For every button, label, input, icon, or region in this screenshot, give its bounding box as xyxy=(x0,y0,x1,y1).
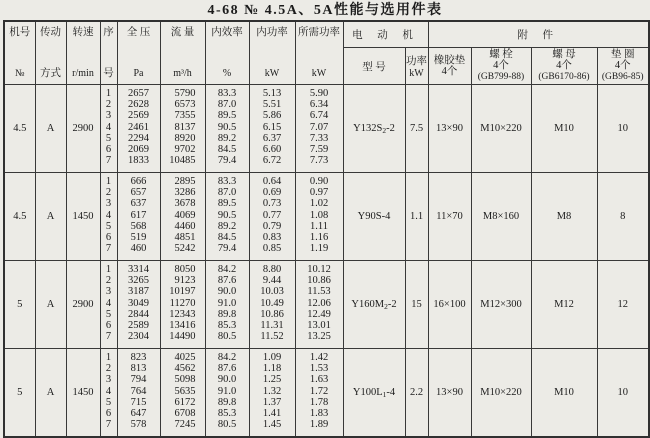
efficiency-value: 90.0 xyxy=(217,286,237,298)
seq-value: 5 xyxy=(105,396,112,408)
cell-bolt: M12×300 xyxy=(471,261,531,349)
header-machine-no-label: 机号 xyxy=(9,27,31,38)
header-washer-qty: 4个 xyxy=(614,60,631,72)
efficiency-value: 89.8 xyxy=(217,308,237,320)
required-power-value: 1.63 xyxy=(309,374,329,386)
table-row-group-2 xyxy=(4,173,649,261)
seq-value: 2 xyxy=(105,187,112,199)
cell-bolt: M10×220 xyxy=(471,85,531,173)
pressure-value: 3265 xyxy=(128,275,149,287)
header-accessories-group: 附 件 xyxy=(428,21,649,48)
seq-value: 4 xyxy=(105,385,112,397)
efficiency-value: 87.0 xyxy=(217,187,237,199)
pressure-value: 519 xyxy=(130,231,147,243)
pressure-value: 2628 xyxy=(128,99,149,111)
pressure-value: 578 xyxy=(130,419,147,431)
header-washer-label: 垫 圈 xyxy=(610,48,635,60)
internal-power-value: 1.09 xyxy=(262,352,282,363)
internal-power-value: 1.41 xyxy=(262,407,282,419)
flow-value: 5098 xyxy=(174,374,196,386)
required-power-value: 13.25 xyxy=(307,331,331,343)
cell-machine-no: 4.5 xyxy=(4,173,35,261)
header-speed-label: 转速 xyxy=(72,27,94,38)
efficiency-value: 89.8 xyxy=(217,396,237,408)
seq-value: 5 xyxy=(105,308,112,320)
cell-rubber-pad: 16×100 xyxy=(428,261,471,349)
efficiency-value: 84.2 xyxy=(217,352,237,363)
performance-selection-table xyxy=(3,20,650,438)
header-flow-unit: m³/h xyxy=(173,68,192,79)
cell-pressure-list xyxy=(117,173,160,261)
internal-power-value: 0.77 xyxy=(262,209,282,221)
internal-power-value: 10.86 xyxy=(260,308,284,320)
header-pressure xyxy=(117,21,160,85)
internal-power-value: 5.86 xyxy=(262,110,282,122)
cell-motor-model: $Y132S_2-2$ xyxy=(343,85,405,173)
cell-internal-power-list xyxy=(249,349,295,438)
cell-speed: 1450 xyxy=(66,349,100,438)
header-seq-unit: 号 xyxy=(103,68,114,79)
internal-power-value: 8.80 xyxy=(262,264,282,275)
pressure-value: 2294 xyxy=(128,132,149,144)
cell-flow-list xyxy=(160,173,205,261)
seq-value: 6 xyxy=(105,143,112,155)
cell-required-power-list xyxy=(295,173,343,261)
table-row-group-1 xyxy=(4,85,649,173)
cell-pressure-list xyxy=(117,261,160,349)
efficiency-value: 90.0 xyxy=(217,374,237,386)
required-power-value: 1.53 xyxy=(309,363,329,375)
header-machine-no xyxy=(4,21,35,85)
header-bolt-qty: 4个 xyxy=(493,60,509,72)
header-speed-unit: r/min xyxy=(72,68,94,79)
header-washer xyxy=(597,48,649,85)
cell-pressure-list xyxy=(117,85,160,173)
seq-value: 3 xyxy=(105,198,112,210)
required-power-value: 7.73 xyxy=(309,155,329,167)
page-title: 4-68 № 4.5A、5A性能与选用件表 xyxy=(207,3,443,18)
cell-efficiency-list xyxy=(205,349,249,438)
header-pressure-label: 全 压 xyxy=(126,27,151,38)
header-motor-power-unit: kW xyxy=(409,68,424,79)
cell-speed: 2900 xyxy=(66,85,100,173)
required-power-value: 0.97 xyxy=(309,187,329,199)
header-efficiency-unit: % xyxy=(222,68,232,79)
required-power-value: 0.90 xyxy=(309,176,329,187)
internal-power-value: 1.45 xyxy=(262,419,282,431)
efficiency-value: 87.0 xyxy=(217,99,237,111)
required-power-value: 1.72 xyxy=(309,385,329,397)
header-rubber-pad-label: 橡胶垫 xyxy=(433,54,466,66)
seq-value: 2 xyxy=(105,363,112,375)
header-efficiency-label: 内效率 xyxy=(211,27,243,38)
flow-value: 4851 xyxy=(174,231,196,243)
efficiency-value: 89.5 xyxy=(217,110,237,122)
flow-value: 7245 xyxy=(174,419,196,431)
pressure-value: 617 xyxy=(130,209,147,221)
required-power-value: 1.83 xyxy=(309,407,329,419)
header-rubber-pad-qty: 4个 xyxy=(441,66,458,77)
flow-value: 14490 xyxy=(169,331,196,343)
flow-value: 2895 xyxy=(174,176,196,187)
internal-power-value: 5.51 xyxy=(262,99,282,111)
internal-power-value: 6.60 xyxy=(262,143,282,155)
efficiency-value: 87.6 xyxy=(217,275,237,287)
header-efficiency xyxy=(205,21,249,85)
required-power-value: 1.19 xyxy=(309,243,329,255)
header-motor-group: 电 动 机 xyxy=(343,21,428,48)
flow-value: 5242 xyxy=(174,243,196,255)
flow-value: 3286 xyxy=(174,187,196,199)
header-nut xyxy=(531,48,597,85)
cell-seq-list xyxy=(100,349,117,438)
required-power-value: 7.33 xyxy=(309,132,329,144)
seq-value: 1 xyxy=(105,264,112,275)
seq-value: 3 xyxy=(105,374,112,386)
flow-value: 11270 xyxy=(169,297,196,309)
efficiency-value: 89.5 xyxy=(217,198,237,210)
seq-value: 7 xyxy=(105,243,112,255)
cell-drive-mode: A xyxy=(35,173,66,261)
required-power-value: 10.12 xyxy=(307,264,331,275)
pressure-value: 2589 xyxy=(128,319,149,331)
header-bolt xyxy=(471,48,531,85)
cell-washer: 10 xyxy=(597,85,649,173)
cell-required-power-list xyxy=(295,85,343,173)
pressure-value: 3187 xyxy=(128,286,149,298)
internal-power-value: 10.03 xyxy=(260,286,284,298)
seq-value: 6 xyxy=(105,407,112,419)
cell-motor-power: 1.1 xyxy=(405,173,428,261)
efficiency-value: 91.0 xyxy=(217,385,237,397)
cell-rubber-pad: 13×90 xyxy=(428,85,471,173)
flow-value: 9123 xyxy=(174,275,196,287)
required-power-value: 11.53 xyxy=(307,286,331,298)
header-rubber-pad xyxy=(428,48,471,85)
header-required-power xyxy=(295,21,343,85)
required-power-value: 6.34 xyxy=(309,99,329,111)
required-power-value: 1.11 xyxy=(310,220,328,232)
pressure-value: 2304 xyxy=(128,331,149,343)
cell-washer: 12 xyxy=(597,261,649,349)
seq-value: 7 xyxy=(105,155,112,167)
cell-motor-model: $Y160M_2-2$ xyxy=(343,261,405,349)
header-nut-standard: (GB6170-86) xyxy=(538,71,590,82)
internal-power-value: 10.49 xyxy=(260,297,284,309)
internal-power-value: 11.31 xyxy=(260,319,284,331)
required-power-value: 10.86 xyxy=(307,275,331,287)
pressure-value: 794 xyxy=(130,374,147,386)
cell-rubber-pad: 11×70 xyxy=(428,173,471,261)
efficiency-value: 91.0 xyxy=(217,297,237,309)
header-bolt-label: 螺 栓 xyxy=(489,48,513,60)
internal-power-value: 0.73 xyxy=(262,198,282,210)
cell-internal-power-list xyxy=(249,173,295,261)
seq-value: 2 xyxy=(105,99,112,111)
seq-value: 2 xyxy=(105,275,112,287)
header-nut-label: 螺 母 xyxy=(552,48,576,60)
header-washer-standard: (GB96-85) xyxy=(601,71,644,82)
flow-value: 10197 xyxy=(169,286,196,298)
header-required-power-unit: kW xyxy=(311,68,327,79)
header-drive-mode xyxy=(35,21,66,85)
flow-value: 6573 xyxy=(174,99,196,111)
cell-efficiency-list xyxy=(205,85,249,173)
header-motor-model: 型 号 xyxy=(343,48,405,85)
seq-value: 5 xyxy=(105,132,112,144)
internal-power-value: 5.13 xyxy=(262,88,282,99)
cell-machine-no: 5 xyxy=(4,349,35,438)
header-flow xyxy=(160,21,205,85)
required-power-value: 1.42 xyxy=(309,352,329,363)
table-row-group-4 xyxy=(4,349,649,438)
cell-efficiency-list xyxy=(205,173,249,261)
seq-value: 4 xyxy=(105,121,112,133)
cell-motor-model: Y90S-4 xyxy=(343,173,405,261)
internal-power-value: 1.18 xyxy=(262,363,282,375)
seq-value: 5 xyxy=(105,220,112,232)
header-nut-qty: 4个 xyxy=(556,60,572,72)
flow-value: 5635 xyxy=(174,385,196,397)
table-body xyxy=(4,85,649,438)
header-internal-power xyxy=(249,21,295,85)
pressure-value: 637 xyxy=(130,198,147,210)
pressure-value: 568 xyxy=(130,220,147,232)
efficiency-value: 84.5 xyxy=(217,143,237,155)
efficiency-value: 83.3 xyxy=(217,88,237,99)
efficiency-value: 80.5 xyxy=(217,331,237,343)
seq-value: 1 xyxy=(105,88,112,99)
cell-required-power-list xyxy=(295,349,343,438)
cell-drive-mode: A xyxy=(35,349,66,438)
flow-value: 6172 xyxy=(174,396,196,408)
internal-power-value: 11.52 xyxy=(260,331,284,343)
pressure-value: 1833 xyxy=(128,155,149,167)
cell-pressure-list xyxy=(117,349,160,438)
header-drive-unit: 方式 xyxy=(40,68,61,79)
internal-power-value: 9.44 xyxy=(262,275,282,287)
pressure-value: 666 xyxy=(130,176,147,187)
table-row-group-3 xyxy=(4,261,649,349)
internal-power-value: 0.79 xyxy=(262,220,282,232)
efficiency-value: 83.3 xyxy=(217,176,237,187)
cell-efficiency-list xyxy=(205,261,249,349)
internal-power-value: 0.64 xyxy=(262,176,282,187)
flow-value: 13416 xyxy=(169,319,196,331)
cell-seq-list xyxy=(100,173,117,261)
flow-value: 8920 xyxy=(174,132,196,144)
header-motor-power xyxy=(405,48,428,85)
required-power-value: 7.07 xyxy=(309,121,329,133)
cell-motor-model: $Y100L_1-4$ xyxy=(343,349,405,438)
cell-nut: M10 xyxy=(531,85,597,173)
pressure-value: 460 xyxy=(130,243,147,255)
cell-nut: M8 xyxy=(531,173,597,261)
header-pressure-unit: Pa xyxy=(133,68,144,79)
internal-power-value: 6.37 xyxy=(262,132,282,144)
cell-drive-mode: A xyxy=(35,85,66,173)
efficiency-value: 84.5 xyxy=(217,231,237,243)
internal-power-value: 0.83 xyxy=(262,231,282,243)
cell-speed: 1450 xyxy=(66,173,100,261)
flow-value: 3678 xyxy=(174,198,196,210)
efficiency-value: 84.2 xyxy=(217,264,237,275)
required-power-value: 1.89 xyxy=(309,419,329,431)
efficiency-value: 89.2 xyxy=(217,132,237,144)
flow-value: 4025 xyxy=(174,352,196,363)
cell-motor-power: 2.2 xyxy=(405,349,428,438)
seq-value: 3 xyxy=(105,286,112,298)
flow-value: 4460 xyxy=(174,220,196,232)
required-power-value: 5.90 xyxy=(309,88,329,99)
required-power-value: 1.78 xyxy=(309,396,329,408)
internal-power-value: 6.72 xyxy=(262,155,282,167)
cell-flow-list xyxy=(160,261,205,349)
cell-motor-power: 15 xyxy=(405,261,428,349)
header-machine-no-unit: № xyxy=(14,68,25,79)
pressure-value: 3049 xyxy=(128,297,149,309)
cell-internal-power-list xyxy=(249,261,295,349)
flow-value: 4069 xyxy=(174,209,196,221)
cell-seq-list xyxy=(100,85,117,173)
cell-washer: 8 xyxy=(597,173,649,261)
header-internal-power-label: 内功率 xyxy=(256,27,288,38)
flow-value: 6708 xyxy=(174,407,196,419)
pressure-value: 715 xyxy=(130,396,147,408)
internal-power-value: 0.85 xyxy=(262,243,282,255)
header-flow-label: 流 量 xyxy=(170,27,195,38)
header-required-power-label: 所需功率 xyxy=(298,27,340,38)
pressure-value: 813 xyxy=(130,363,147,375)
required-power-value: 1.08 xyxy=(309,209,329,221)
cell-machine-no: 4.5 xyxy=(4,85,35,173)
cell-bolt: M8×160 xyxy=(471,173,531,261)
seq-value: 4 xyxy=(105,297,112,309)
seq-value: 1 xyxy=(105,352,112,363)
pressure-value: 2069 xyxy=(128,143,149,155)
flow-value: 7355 xyxy=(174,110,196,122)
seq-value: 7 xyxy=(105,419,112,431)
cell-nut: M12 xyxy=(531,261,597,349)
internal-power-value: 1.37 xyxy=(262,396,282,408)
required-power-value: 7.59 xyxy=(309,143,329,155)
seq-value: 3 xyxy=(105,110,112,122)
pressure-value: 2569 xyxy=(128,110,149,122)
header-speed xyxy=(66,21,100,85)
seq-value: 7 xyxy=(105,331,112,343)
pressure-value: 657 xyxy=(130,187,147,199)
efficiency-value: 80.5 xyxy=(217,419,237,431)
efficiency-value: 85.3 xyxy=(217,407,237,419)
flow-value: 10485 xyxy=(169,155,196,167)
pressure-value: 2657 xyxy=(128,88,149,99)
cell-machine-no: 5 xyxy=(4,261,35,349)
cell-speed: 2900 xyxy=(66,261,100,349)
seq-value: 6 xyxy=(105,231,112,243)
seq-value: 1 xyxy=(105,176,112,187)
cell-seq-list xyxy=(100,261,117,349)
flow-value: 12343 xyxy=(169,308,196,320)
header-motor-power-label: 功率 xyxy=(406,56,427,67)
header-internal-power-unit: kW xyxy=(264,68,280,79)
internal-power-value: 1.25 xyxy=(262,374,282,386)
pressure-value: 3314 xyxy=(128,264,149,275)
required-power-value: 12.49 xyxy=(307,308,331,320)
flow-value: 5790 xyxy=(174,88,196,99)
cell-motor-power: 7.5 xyxy=(405,85,428,173)
required-power-value: 1.02 xyxy=(309,198,329,210)
table-header xyxy=(4,21,649,85)
efficiency-value: 90.5 xyxy=(217,121,237,133)
internal-power-value: 0.69 xyxy=(262,187,282,199)
flow-value: 4562 xyxy=(174,363,196,375)
efficiency-value: 85.3 xyxy=(217,319,237,331)
flow-value: 8050 xyxy=(174,264,196,275)
efficiency-value: 87.6 xyxy=(217,363,237,375)
required-power-value: 12.06 xyxy=(307,297,331,309)
efficiency-value: 79.4 xyxy=(217,155,237,167)
required-power-value: 13.01 xyxy=(307,319,331,331)
efficiency-value: 89.2 xyxy=(217,220,237,232)
pressure-value: 823 xyxy=(130,352,147,363)
cell-required-power-list xyxy=(295,261,343,349)
cell-internal-power-list xyxy=(249,85,295,173)
efficiency-value: 90.5 xyxy=(217,209,237,221)
header-drive-label: 传动 xyxy=(40,27,61,38)
header-seq xyxy=(100,21,117,85)
required-power-value: 1.16 xyxy=(309,231,329,243)
required-power-value: 6.74 xyxy=(309,110,329,122)
seq-value: 4 xyxy=(105,209,112,221)
header-seq-label: 序 xyxy=(103,27,114,38)
pressure-value: 647 xyxy=(130,407,147,419)
internal-power-value: 1.32 xyxy=(262,385,282,397)
pressure-value: 2461 xyxy=(128,121,149,133)
cell-drive-mode: A xyxy=(35,261,66,349)
header-bolt-standard: (GB799-88) xyxy=(477,71,525,82)
cell-bolt: M10×220 xyxy=(471,349,531,438)
cell-flow-list xyxy=(160,85,205,173)
cell-washer: 10 xyxy=(597,349,649,438)
seq-value: 6 xyxy=(105,319,112,331)
cell-nut: M10 xyxy=(531,349,597,438)
cell-flow-list xyxy=(160,349,205,438)
flow-value: 9702 xyxy=(174,143,196,155)
internal-power-value: 6.15 xyxy=(262,121,282,133)
cell-rubber-pad: 13×90 xyxy=(428,349,471,438)
pressure-value: 2844 xyxy=(128,308,149,320)
efficiency-value: 79.4 xyxy=(217,243,237,255)
flow-value: 8137 xyxy=(174,121,196,133)
pressure-value: 764 xyxy=(130,385,147,397)
